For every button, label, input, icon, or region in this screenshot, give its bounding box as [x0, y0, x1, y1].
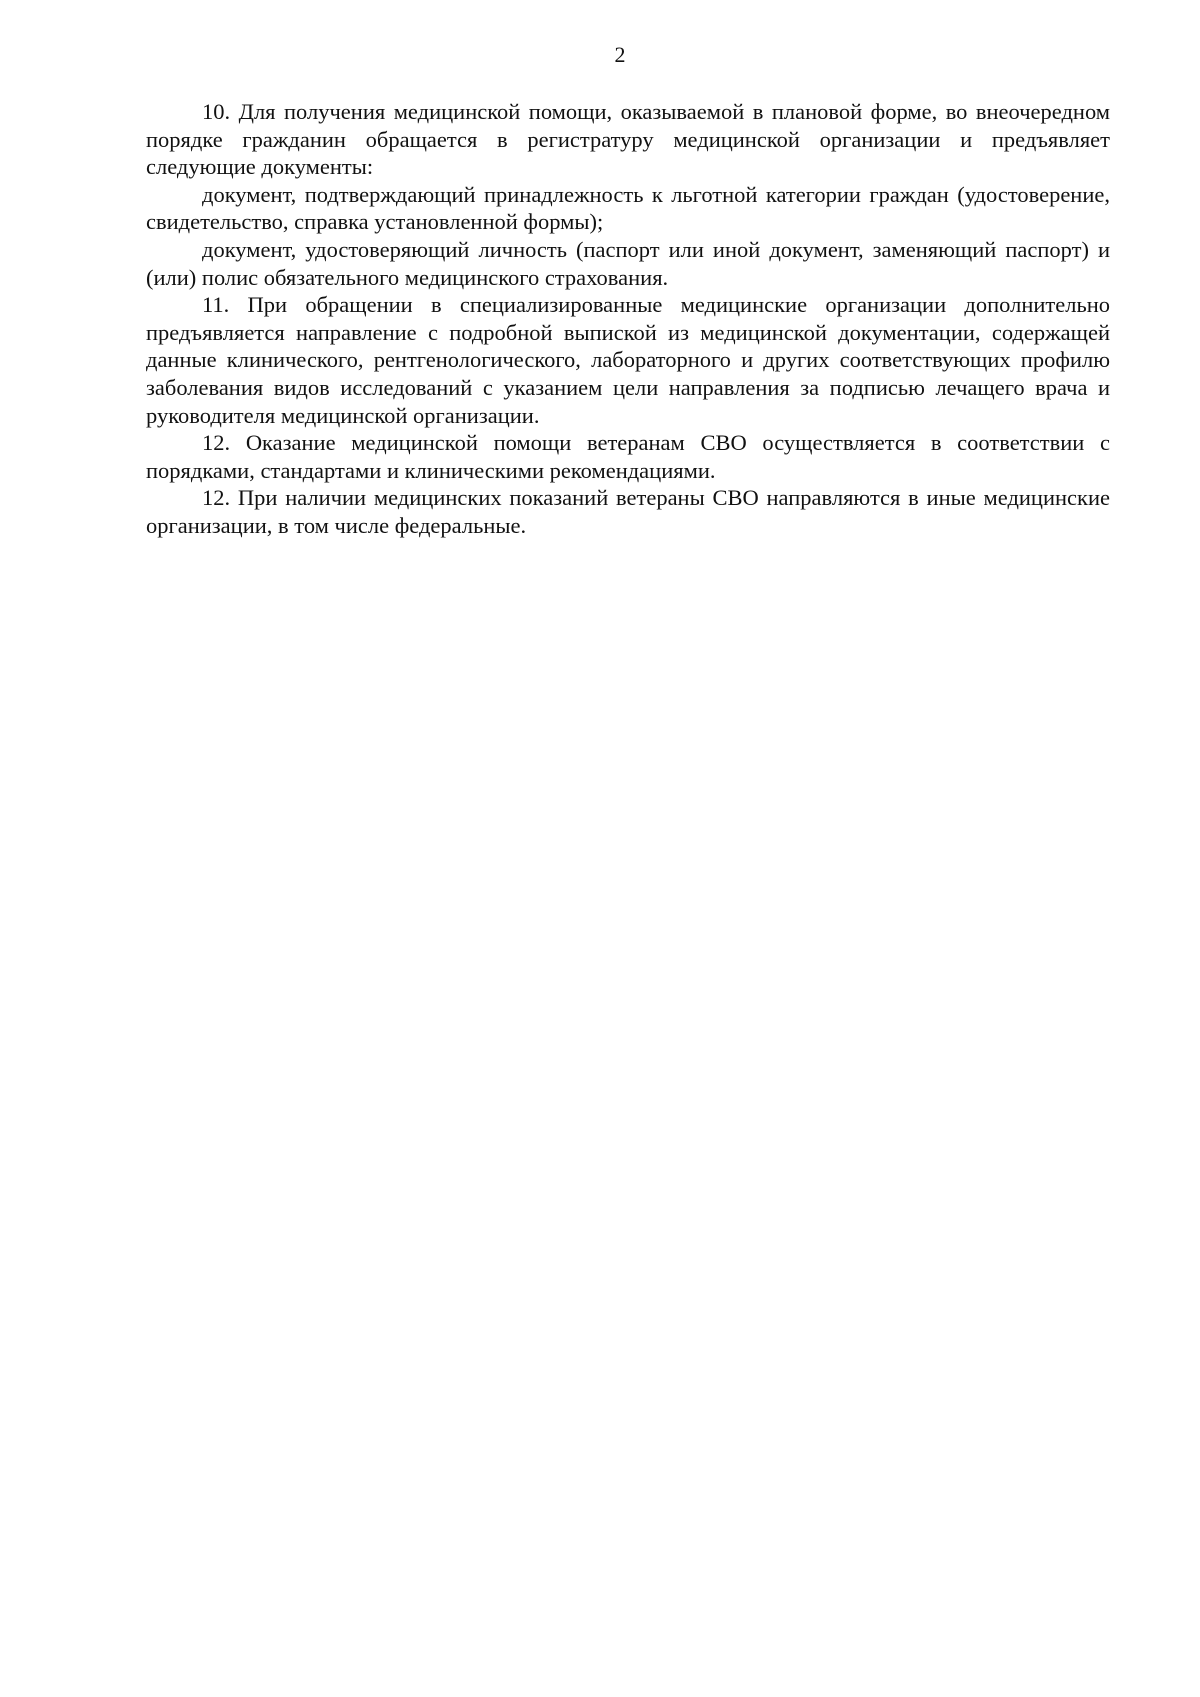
paragraph-10: 10. Для получения медицинской помощи, оказываемой в плановой форме, во внеочередном порядке гражданин обращается в регистратуру медицинской организации и предъявляет следующие документы:: [146, 99, 1110, 180]
paragraph-12-care: 12. Оказание медицинской помощи ветеранам СВО осуществляется в соответствии с порядками, стандартами и клиническими рекомендациями.: [146, 430, 1110, 483]
paragraph-document-identity: документ, удостоверяющий личность (паспорт или иной документ, заменяющий паспорт) и (или) полис обязательного медицинского страхования.: [146, 236, 1110, 290]
paragraph-11: 11. При обращении в специализированные медицинские организации дополнительно предъявляется направление с подробной выпиской из медицинской документации, содержащей данные клинического, рентгенологического, лабораторного и других соответствующих профилю заболевания видов исследований с указанием цели направления за подписью лечащего врача и руководителя медицинской организации.: [146, 292, 1110, 428]
document-body: [146, 98, 1110, 540]
paragraph-document-benefit: документ, подтверждающий принадлежность к льготной категории граждан (удостоверение, свидетельство, справка установленной формы);: [146, 181, 1110, 235]
paragraph-12-referral: 12. При наличии медицинских показаний ветераны СВО направляются в иные медицинские организации, в том числе федеральные.: [146, 485, 1110, 538]
page-number: 2: [614, 42, 626, 67]
